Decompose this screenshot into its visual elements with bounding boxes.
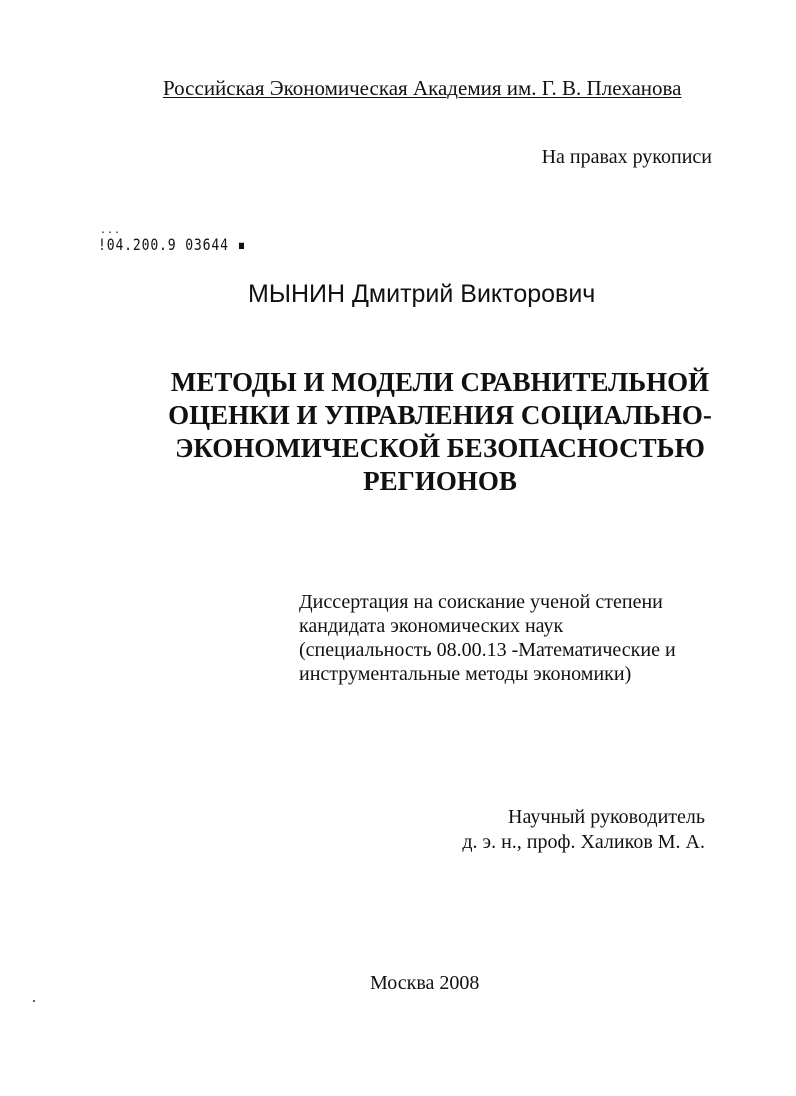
institution-name: Российская Экономическая Академия им. Г. В. Плеханова xyxy=(163,76,682,100)
author-name: МЫНИН Дмитрий Викторович xyxy=(248,280,596,308)
supervisor-name: д. э. н., проф. Халиков М. А. xyxy=(462,831,705,853)
scan-speck xyxy=(33,1000,35,1002)
description-line-1: Диссертация на соискание ученой степени xyxy=(299,591,663,613)
manuscript-rights-note: На правах рукописи xyxy=(541,146,712,168)
dissertation-description xyxy=(299,590,729,686)
description-line-3: (специальность 08.00.13 -Математические и xyxy=(299,639,676,661)
place-and-year: Москва 2008 xyxy=(370,972,480,994)
title-line-4: РЕГИОНОВ xyxy=(363,466,517,496)
description-line-4: инструментальные методы экономики) xyxy=(299,663,632,685)
supervisor-role: Научный руководитель xyxy=(508,806,705,828)
library-stamp-number: !04.200.9 03644 ▪ xyxy=(98,235,247,254)
stamp-dots: ... xyxy=(100,225,122,236)
scientific-supervisor xyxy=(462,805,705,855)
title-line-3: ЭКОНОМИЧЕСКОЙ БЕЗОПАСНОСТЬЮ xyxy=(175,433,705,463)
title-line-1: МЕТОДЫ И МОДЕЛИ СРАВНИТЕЛЬНОЙ xyxy=(170,367,710,397)
title-line-2: ОЦЕНКИ И УПРАВЛЕНИЯ СОЦИАЛЬНО- xyxy=(168,400,712,430)
dissertation-title xyxy=(150,366,730,498)
description-line-2: кандидата экономических наук xyxy=(299,615,564,637)
